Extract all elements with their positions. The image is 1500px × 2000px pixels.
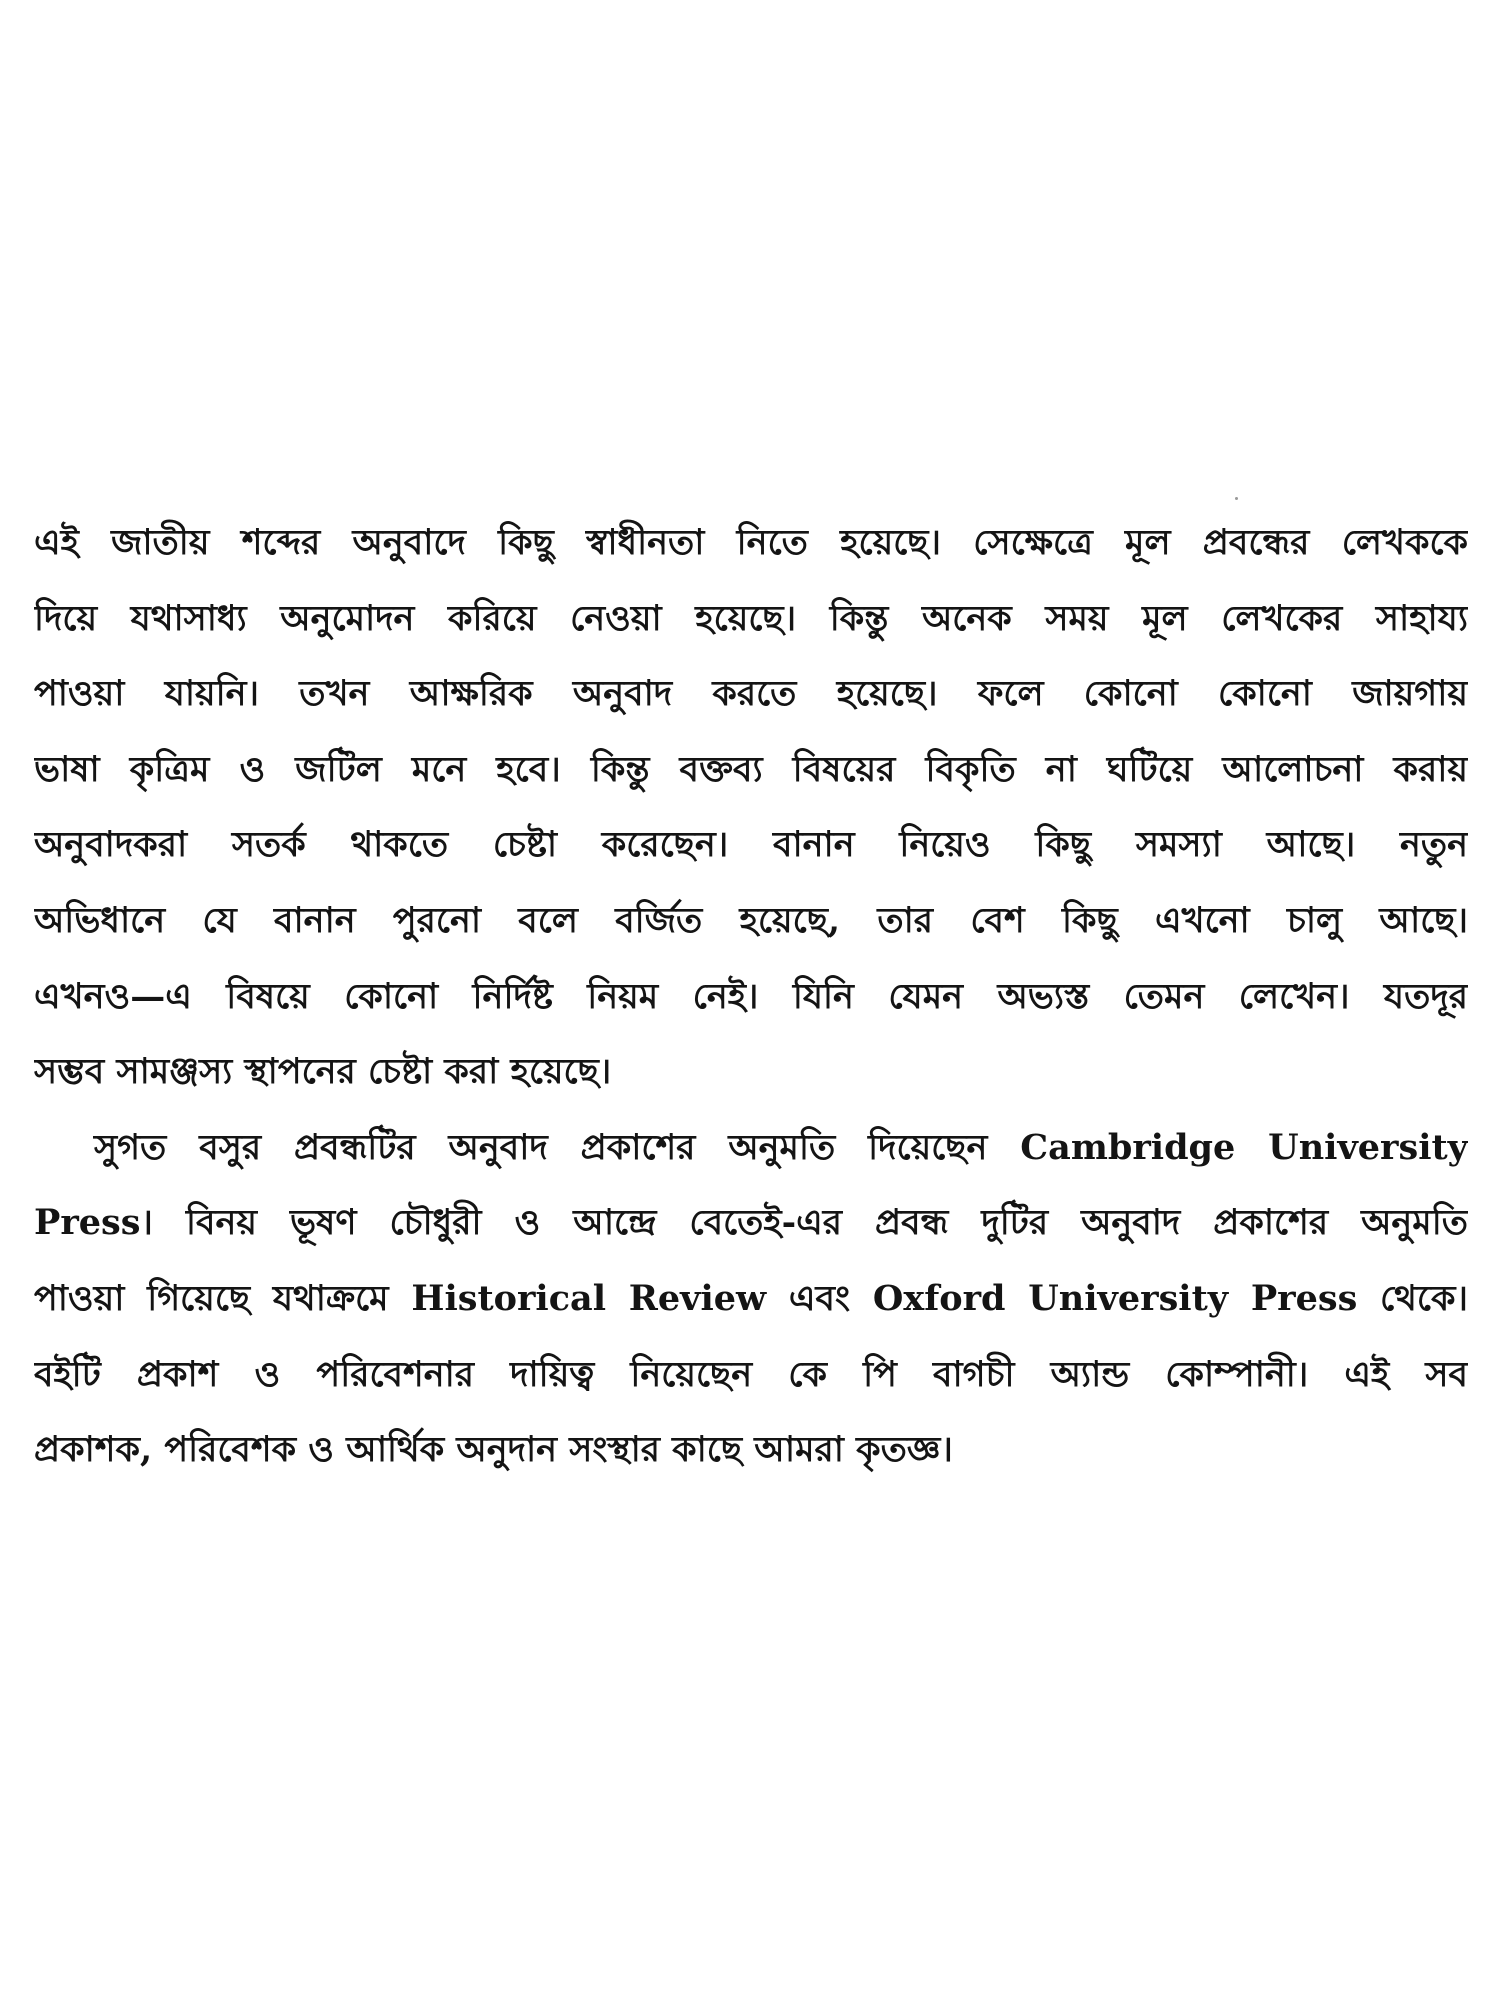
text-line: এখনও—এ বিষয়ে কোনো নির্দিষ্ট নিয়ম নেই। যিনি যেমন অভ্যস্ত তেমন লেখেন। যতদূর <box>34 975 1468 1017</box>
text-line: দিয়ে যথাসাধ্য অনুমোদন করিয়ে নেওয়া হয়েছে। কিন্তু অনেক সময় মূল লেখকের সাহায্য <box>34 597 1468 639</box>
text-line: প্রকাশক, পরিবেশক ও আর্থিক অনুদান সংস্থার কাছে আমরা কৃতজ্ঞ। <box>34 1429 953 1471</box>
text-line: অনুবাদকরা সতর্ক থাকতে চেষ্টা করেছেন। বানান নিয়েও কিছু সমস্যা আছে। নতুন <box>34 824 1468 866</box>
text-line: Press। বিনয় ভূষণ চৌধুরী ও আন্দ্রে বেতেই-এর প্রবন্ধ দুটির অনুবাদ প্রকাশের অনুমতি <box>34 1202 1468 1244</box>
text-line: এই জাতীয় শব্দের অনুবাদে কিছু স্বাধীনতা নিতে হয়েছে। সেক্ষেত্রে মূল প্রবন্ধের লেখককে <box>34 522 1468 563</box>
text-line: অভিধানে যে বানান পুরনো বলে বর্জিত হয়েছে, তার বেশ কিছু এখনো চালু আছে। <box>34 899 1468 941</box>
scan-speck <box>1235 497 1238 500</box>
text-line: পাওয়া যায়নি। তখন আক্ষরিক অনুবাদ করতে হয়েছে। ফলে কোনো কোনো জায়গায় <box>34 673 1468 715</box>
paragraph-translation-notes <box>34 505 1468 1110</box>
text-line: বইটি প্রকাশ ও পরিবেশনার দায়িত্ব নিয়েছেন কে পি বাগচী অ্যান্ড কোম্পানী। এই সব <box>34 1353 1468 1395</box>
text-line: সুগত বসুর প্রবন্ধটির অনুবাদ প্রকাশের অনুমতি দিয়েছেন Cambridge University <box>94 1126 1468 1168</box>
body-text <box>34 505 1468 1488</box>
text-line: পাওয়া গিয়েছে যথাক্রমে Historical Review এবং Oxford University Press থেকে। <box>34 1277 1468 1319</box>
paragraph-acknowledgements <box>34 1110 1468 1488</box>
text-line: ভাষা কৃত্রিম ও জটিল মনে হবে। কিন্তু বক্তব্য বিষয়ের বিকৃতি না ঘটিয়ে আলোচনা করায় <box>34 748 1468 790</box>
text-line: সম্ভব সামঞ্জস্য স্থাপনের চেষ্টা করা হয়েছে। <box>34 1051 612 1093</box>
